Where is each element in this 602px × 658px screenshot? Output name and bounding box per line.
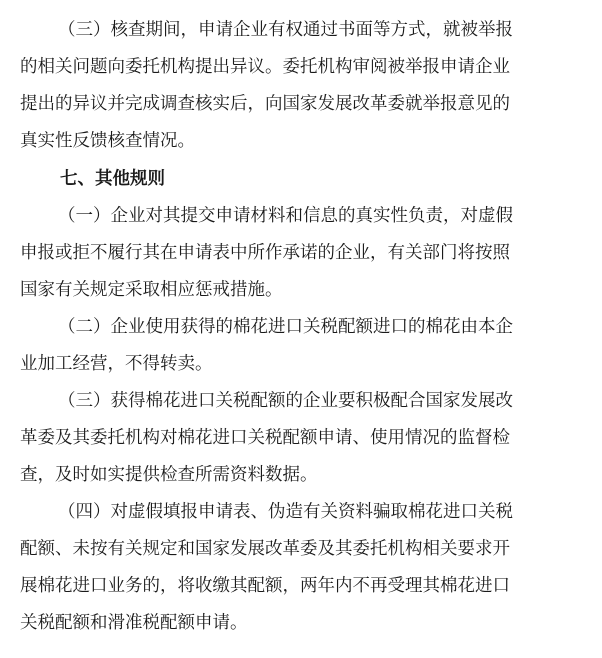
paragraph-line: （四）对虚假填报申请表、伪造有关资料骗取棉花进口关税 <box>58 502 513 522</box>
paragraph-line: 业加工经营，不得转卖。 <box>20 354 213 374</box>
paragraph-line: 革委及其委托机构对棉花进口关税配额申请、使用情况的监督检 <box>20 428 510 448</box>
paragraph-line: 申报或拒不履行其在申请表中所作承诺的企业，有关部门将按照 <box>20 243 510 263</box>
paragraph-line: （三）获得棉花进口关税配额的企业要积极配合国家发展改 <box>58 391 513 411</box>
document-page <box>20 0 580 658</box>
paragraph-line: （二）企业使用获得的棉花进口关税配额进口的棉花由本企 <box>58 317 513 337</box>
paragraph-line: （三）核查期间，申请企业有权通过书面等方式，就被举报 <box>58 20 513 40</box>
section-heading: 七、其他规则 <box>60 169 165 189</box>
paragraph-line: 的相关问题向委托机构提出异议。委托机构审阅被举报申请企业 <box>20 57 510 77</box>
paragraph-line: 国家有关规定采取相应惩戒措施。 <box>20 280 283 300</box>
paragraph-line: 关税配额和滑准税配额申请。 <box>20 613 248 633</box>
paragraph-line: 配额、未按有关规定和国家发展改革委及其委托机构相关要求开 <box>20 539 510 559</box>
paragraph-line: 展棉花进口业务的，将收缴其配额，两年内不再受理其棉花进口 <box>20 576 510 596</box>
paragraph-line: （一）企业对其提交申请材料和信息的真实性负责，对虚假 <box>58 206 513 226</box>
paragraph-line: 真实性反馈核查情况。 <box>20 131 195 151</box>
paragraph-line: 查，及时如实提供检查所需资料数据。 <box>20 465 318 485</box>
paragraph-line: 提出的异议并完成调查核实后，向国家发展改革委就举报意见的 <box>20 94 510 114</box>
